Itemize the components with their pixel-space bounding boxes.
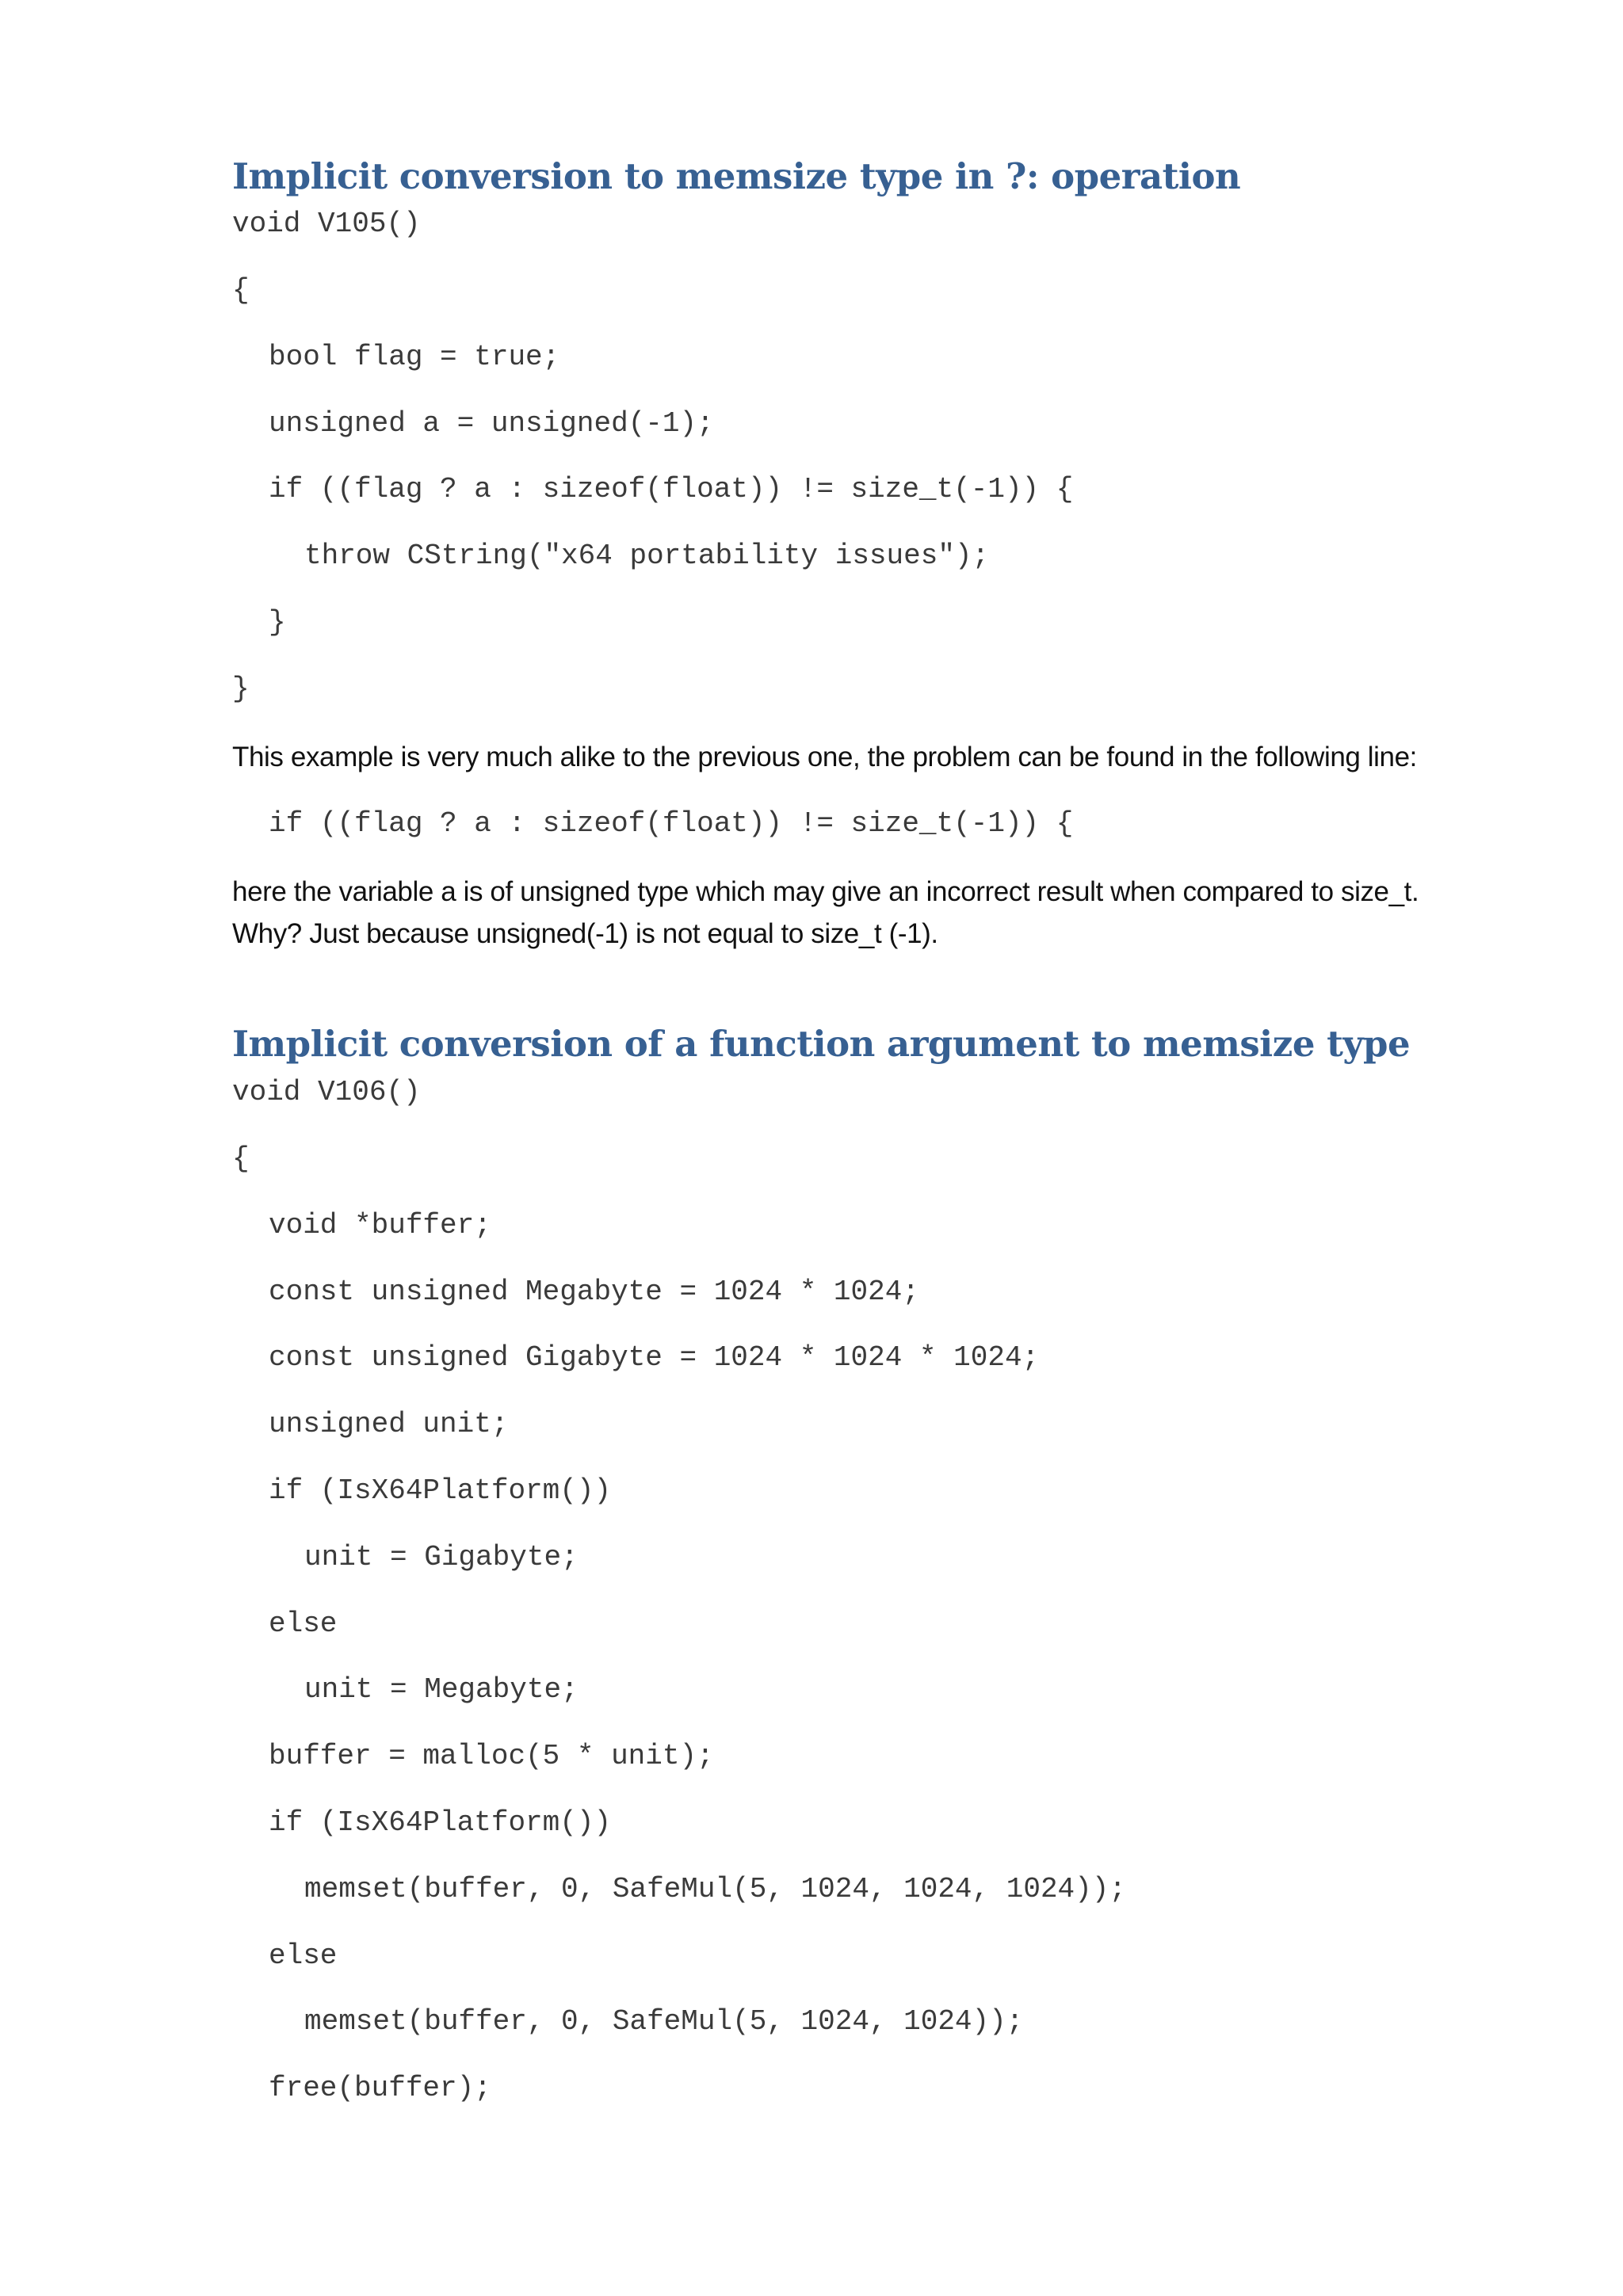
code-line: unit = Gigabyte; xyxy=(304,1541,579,1573)
code-line: if ((flag ? a : sizeof(float)) != size_t(-1)) { xyxy=(269,473,1074,505)
code-line-highlighted: if ((flag ? a : sizeof(float)) != size_t(-1)) { xyxy=(269,807,1074,840)
code-line: void V105() xyxy=(232,208,421,240)
code-line: { xyxy=(232,1142,250,1175)
code-line: unit = Megabyte; xyxy=(304,1673,579,1706)
code-line: if (IsX64Platform()) xyxy=(269,1474,612,1507)
code-line: unsigned unit; xyxy=(269,1408,509,1440)
code-line: void V106() xyxy=(232,1076,421,1108)
code-line: bool flag = true; xyxy=(269,341,560,373)
section-heading-function-argument: Implicit conversion of a function argument to memsize type xyxy=(232,1023,1411,1065)
code-line: { xyxy=(232,274,250,307)
body-paragraph: This example is very much alike to the previous one, the problem can be found in the following line: xyxy=(232,742,1418,772)
code-line: memset(buffer, 0, SafeMul(5, 1024, 1024, 1024)); xyxy=(304,1873,1126,1905)
code-line: } xyxy=(269,606,286,639)
code-line: } xyxy=(232,673,250,705)
code-line: else xyxy=(269,1939,338,1972)
explanation-line: here the variable a is of unsigned type which may give an incorrect result when compared to size_t. xyxy=(232,876,1419,907)
code-line: free(buffer); xyxy=(269,2072,491,2104)
code-line: const unsigned Megabyte = 1024 * 1024; xyxy=(269,1276,919,1308)
code-line: buffer = malloc(5 * unit); xyxy=(269,1740,714,1772)
code-line: memset(buffer, 0, SafeMul(5, 1024, 1024)); xyxy=(304,2005,1024,2038)
code-line: throw CString("x64 portability issues"); xyxy=(304,540,990,572)
code-line: void *buffer; xyxy=(269,1209,491,1241)
code-line: const unsigned Gigabyte = 1024 * 1024 * 1024; xyxy=(269,1341,1040,1374)
code-line: unsigned a = unsigned(-1); xyxy=(269,407,714,440)
explanation-line: Why? Just because unsigned(-1) is not equal to size_t (-1). xyxy=(232,918,938,949)
code-line: else xyxy=(269,1608,338,1640)
code-line: if (IsX64Platform()) xyxy=(269,1806,612,1839)
section-heading-memsize-ternary: Implicit conversion to memsize type in ?: operation xyxy=(232,155,1241,197)
